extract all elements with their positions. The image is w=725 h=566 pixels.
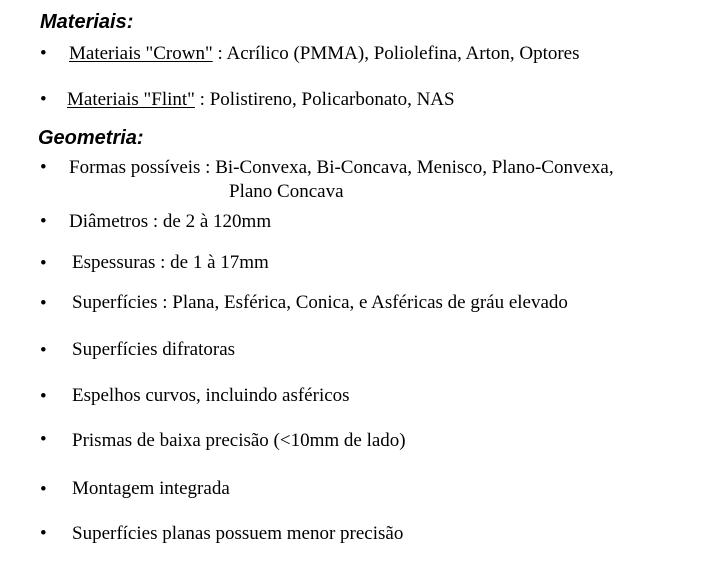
list-item-espelhos: Espelhos curvos, incluindo asféricos (72, 385, 350, 406)
flint-sep: : (194, 89, 210, 110)
crown-term: Materiais "Crown" (69, 43, 213, 64)
geometry-heading: Geometria: (38, 127, 144, 149)
crown-sep: : (212, 43, 227, 64)
list-item-espessuras: Espessuras : de 1 à 17mm (72, 252, 269, 273)
list-item-crown (69, 42, 580, 66)
bullet-icon: • (40, 429, 47, 450)
flint-term: Materiais "Flint" (67, 89, 195, 110)
bullet-icon: • (40, 386, 47, 407)
bullet-icon: • (40, 479, 47, 500)
formas-continuation: Plano Concava (229, 181, 344, 202)
flint-text: Polistireno, Policarbonato, NAS (209, 89, 455, 110)
list-item-planas: Superfícies planas possuem menor precisão (72, 523, 404, 544)
bullet-icon: • (40, 89, 47, 110)
materials-heading: Materiais: (40, 11, 134, 33)
list-item-formas (69, 156, 614, 204)
bullet-icon: • (40, 211, 47, 232)
list-item-difratoras: Superfícies difratoras (72, 339, 236, 360)
bullet-icon: • (40, 157, 47, 178)
bullet-icon: • (40, 293, 47, 314)
list-item-flint (67, 88, 455, 112)
list-item-superficies: Superfícies : Plana, Esférica, Conica, e Asféricas de gráu elevado (72, 292, 568, 313)
bullet-icon: • (40, 340, 47, 361)
formas-text: Formas possíveis : Bi-Convexa, Bi-Concava, Menisco, Plano-Convexa, (69, 157, 614, 178)
list-item-montagem: Montagem integrada (72, 478, 230, 499)
list-item-prismas: Prismas de baixa precisão (<10mm de lado) (72, 430, 406, 451)
bullet-icon: • (40, 523, 47, 544)
list-item-diametros: Diâmetros : de 2 à 120mm (69, 211, 272, 232)
crown-text: Acrílico (PMMA), Poliolefina, Arton, Optores (226, 43, 580, 64)
bullet-icon: • (40, 253, 47, 274)
bullet-icon: • (40, 43, 47, 64)
